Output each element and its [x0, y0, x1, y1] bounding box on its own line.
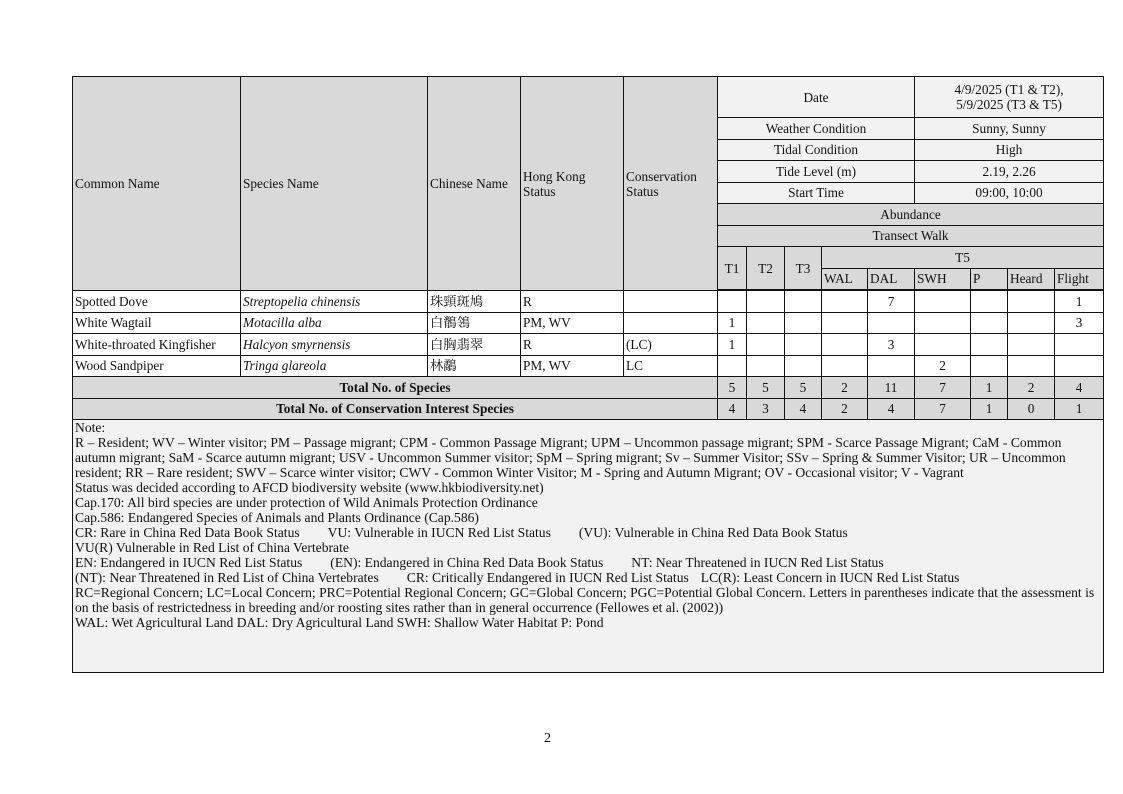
notes-habitats: WAL: Wet Agricultural Land DAL: Dry Agricultural Land SWH: Shallow Water Habitat P: Pond — [75, 615, 604, 630]
count-flight — [1055, 355, 1104, 377]
total-conservation-row — [73, 398, 1104, 420]
date-label: Date — [718, 77, 915, 118]
total-conservation-heard: 0 — [1008, 398, 1055, 420]
header-t5-dal: DAL — [868, 268, 915, 290]
count-p — [971, 291, 1008, 313]
total-conservation-wal: 2 — [822, 398, 868, 420]
total-species-heard: 2 — [1008, 377, 1055, 399]
common-name: White Wagtail — [73, 312, 241, 334]
total-conservation-t1: 4 — [718, 398, 747, 420]
count-t3 — [785, 291, 822, 313]
total-conservation-t2: 3 — [747, 398, 785, 420]
header-t5-flight: Flight — [1055, 268, 1104, 290]
count-p — [971, 334, 1008, 356]
conservation-status — [624, 291, 718, 313]
total-species-p: 1 — [971, 377, 1008, 399]
notes-cell — [73, 420, 1104, 673]
notes-row — [73, 420, 1104, 673]
notes-cr-rare: CR: Rare in China Red Data Book Status — [75, 525, 300, 540]
total-species-t2: 5 — [747, 377, 785, 399]
chinese-name: 白鶺鴒 — [428, 312, 521, 334]
count-t1: 1 — [718, 334, 747, 356]
total-species-t3: 5 — [785, 377, 822, 399]
header-t2: T2 — [747, 247, 785, 290]
chinese-name: 白胸翡翠 — [428, 334, 521, 356]
total-species-wal: 2 — [822, 377, 868, 399]
header-t5-swh: SWH — [915, 268, 971, 290]
header-t1: T1 — [718, 247, 747, 290]
header-common-name: Common Name — [73, 77, 241, 291]
count-dal — [868, 312, 915, 334]
count-wal — [822, 355, 868, 377]
notes-title: Note: — [75, 420, 106, 435]
count-t2 — [747, 355, 785, 377]
count-heard — [1008, 291, 1055, 313]
table-row — [73, 312, 1104, 334]
table-row — [73, 355, 1104, 377]
common-name: Wood Sandpiper — [73, 355, 241, 377]
start-time-label: Start Time — [718, 182, 915, 204]
species-name: Tringa glareola — [241, 355, 428, 377]
transect-walk-header: Transect Walk — [718, 225, 1104, 247]
notes-en-iucn: EN: Endangered in IUCN Red List Status — [75, 555, 303, 570]
species-name: Streptopelia chinensis — [241, 291, 428, 313]
header-conservation-status: Conservation Status — [624, 77, 718, 291]
common-name: Spotted Dove — [73, 291, 241, 313]
header-hk-status: Hong Kong Status — [521, 77, 624, 291]
notes-vu-china: (VU): Vulnerable in China Red Data Book Status — [578, 525, 848, 540]
total-species-label: Total No. of Species — [73, 377, 718, 399]
hk-status: R — [521, 334, 624, 356]
header-t3: T3 — [785, 247, 822, 290]
date-value-line-2: 5/9/2025 (T3 & T5) — [956, 97, 1062, 112]
notes-vu-r: VU(R) Vulnerable in Red List of China Vertebrate — [75, 540, 349, 555]
count-t3 — [785, 334, 822, 356]
species-name: Motacilla alba — [241, 312, 428, 334]
abundance-header: Abundance — [718, 204, 1104, 226]
total-conservation-t3: 4 — [785, 398, 822, 420]
notes-afcd: Status was decided according to AFCD biodiversity website (www.hkbiodiversity.net) — [75, 480, 544, 495]
count-swh — [915, 312, 971, 334]
notes-cap586: Cap.586: Endangered Species of Animals and Plants Ordinance (Cap.586) — [75, 510, 479, 525]
count-flight — [1055, 334, 1104, 356]
tide-level-value: 2.19, 2.26 — [915, 161, 1104, 183]
total-species-t1: 5 — [718, 377, 747, 399]
total-conservation-p: 1 — [971, 398, 1008, 420]
header-t5-heard: Heard — [1008, 268, 1055, 290]
notes-line-nt-cr-lc — [75, 570, 1101, 585]
header-species-name: Species Name — [241, 77, 428, 291]
notes-vu-iucn: VU: Vulnerable in IUCN Red List Status — [327, 525, 551, 540]
count-t3 — [785, 312, 822, 334]
total-conservation-swh: 7 — [915, 398, 971, 420]
conservation-status: (LC) — [624, 334, 718, 356]
tidal-value: High — [915, 139, 1104, 161]
weather-label: Weather Condition — [718, 118, 915, 140]
notes-cap170: Cap.170: All bird species are under protection of Wild Animals Protection Ordinance — [75, 495, 538, 510]
date-value — [915, 77, 1104, 118]
header-t5-p: P — [971, 268, 1008, 290]
count-wal — [822, 334, 868, 356]
total-species-row — [73, 377, 1104, 399]
weather-value: Sunny, Sunny — [915, 118, 1104, 140]
count-t1 — [718, 291, 747, 313]
count-heard — [1008, 355, 1055, 377]
total-species-swh: 7 — [915, 377, 971, 399]
tide-level-label: Tide Level (m) — [718, 161, 915, 183]
count-t3 — [785, 355, 822, 377]
header-t5: T5 — [822, 247, 1104, 269]
hk-status: PM, WV — [521, 312, 624, 334]
count-swh: 2 — [915, 355, 971, 377]
start-time-value: 09:00, 10:00 — [915, 182, 1104, 204]
count-flight: 1 — [1055, 291, 1104, 313]
notes-line-cr-vu — [75, 525, 1101, 540]
common-name: White-throated Kingfisher — [73, 334, 241, 356]
hk-status: PM, WV — [521, 355, 624, 377]
notes-en-china: (EN): Endangered in China Red Data Book Status — [330, 555, 604, 570]
total-conservation-flight: 1 — [1055, 398, 1104, 420]
count-flight: 3 — [1055, 312, 1104, 334]
date-value-line-1: 4/9/2025 (T1 & T2), — [954, 82, 1064, 97]
count-dal: 7 — [868, 291, 915, 313]
chinese-name: 林鷸 — [428, 355, 521, 377]
count-swh — [915, 291, 971, 313]
count-wal — [822, 312, 868, 334]
count-t1: 1 — [718, 312, 747, 334]
count-heard — [1008, 334, 1055, 356]
count-t2 — [747, 312, 785, 334]
total-species-flight: 4 — [1055, 377, 1104, 399]
page-number: 2 — [544, 731, 551, 746]
count-wal — [822, 291, 868, 313]
count-p — [971, 312, 1008, 334]
table-row — [73, 334, 1104, 356]
header-t5-wal: WAL — [822, 268, 868, 290]
total-conservation-dal: 4 — [868, 398, 915, 420]
count-heard — [1008, 312, 1055, 334]
header-chinese-name: Chinese Name — [428, 77, 521, 291]
conservation-status: LC — [624, 355, 718, 377]
table-row — [73, 291, 1104, 313]
count-p — [971, 355, 1008, 377]
conservation-status — [624, 312, 718, 334]
count-dal — [868, 355, 915, 377]
total-conservation-label: Total No. of Conservation Interest Species — [73, 398, 718, 420]
total-species-dal: 11 — [868, 377, 915, 399]
count-t2 — [747, 334, 785, 356]
count-swh — [915, 334, 971, 356]
count-t1 — [718, 355, 747, 377]
hk-status: R — [521, 291, 624, 313]
notes-lc-r: LC(R): Least Concern in IUCN Red List Status — [700, 570, 960, 585]
bird-survey-table — [72, 76, 1104, 673]
notes-line-en-nt — [75, 555, 1101, 570]
notes-concern: RC=Regional Concern; LC=Local Concern; PRC=Potential Regional Concern; GC=Global Concern; PGC=Potential Global Concern. Letters in parentheses indicate that the assessment is on the basis of restrictedness in breeding and/or roosting sites rather than in general occurrence (Fellowes et al. (2002)) — [75, 585, 1095, 615]
notes-nt-china: (NT): Near Threatened in Red List of China Vertebrates — [75, 570, 379, 585]
chinese-name: 珠頸斑鳩 — [428, 291, 521, 313]
notes-status-codes: R – Resident; WV – Winter visitor; PM – Passage migrant; CPM - Common Passage Migrant; UPM – Uncommon passage migrant; SPM - Scarce Passage Migrant; CaM - Common autumn migrant; SaM - Scarce autumn migrant; USV - Uncommon Summer visitor; SpM – Spring migrant; Sv – Summer Visitor; SSv – Spring & Summer Visitor; UR – Uncommon resident; RR – Rare resident; SWV – Scarce winter visitor; CWV - Common Winter Visitor; M - Spring and Autumn Migrant; OV - Occasional visitor; V - Vagrant — [75, 435, 1066, 480]
notes-nt-iucn: NT: Near Threatened in IUCN Red List Status — [631, 555, 884, 570]
notes-cr-iucn: CR: Critically Endangered in IUCN Red List Status — [406, 570, 689, 585]
tidal-label: Tidal Condition — [718, 139, 915, 161]
count-dal: 3 — [868, 334, 915, 356]
species-name: Halcyon smyrnensis — [241, 334, 428, 356]
count-t2 — [747, 291, 785, 313]
